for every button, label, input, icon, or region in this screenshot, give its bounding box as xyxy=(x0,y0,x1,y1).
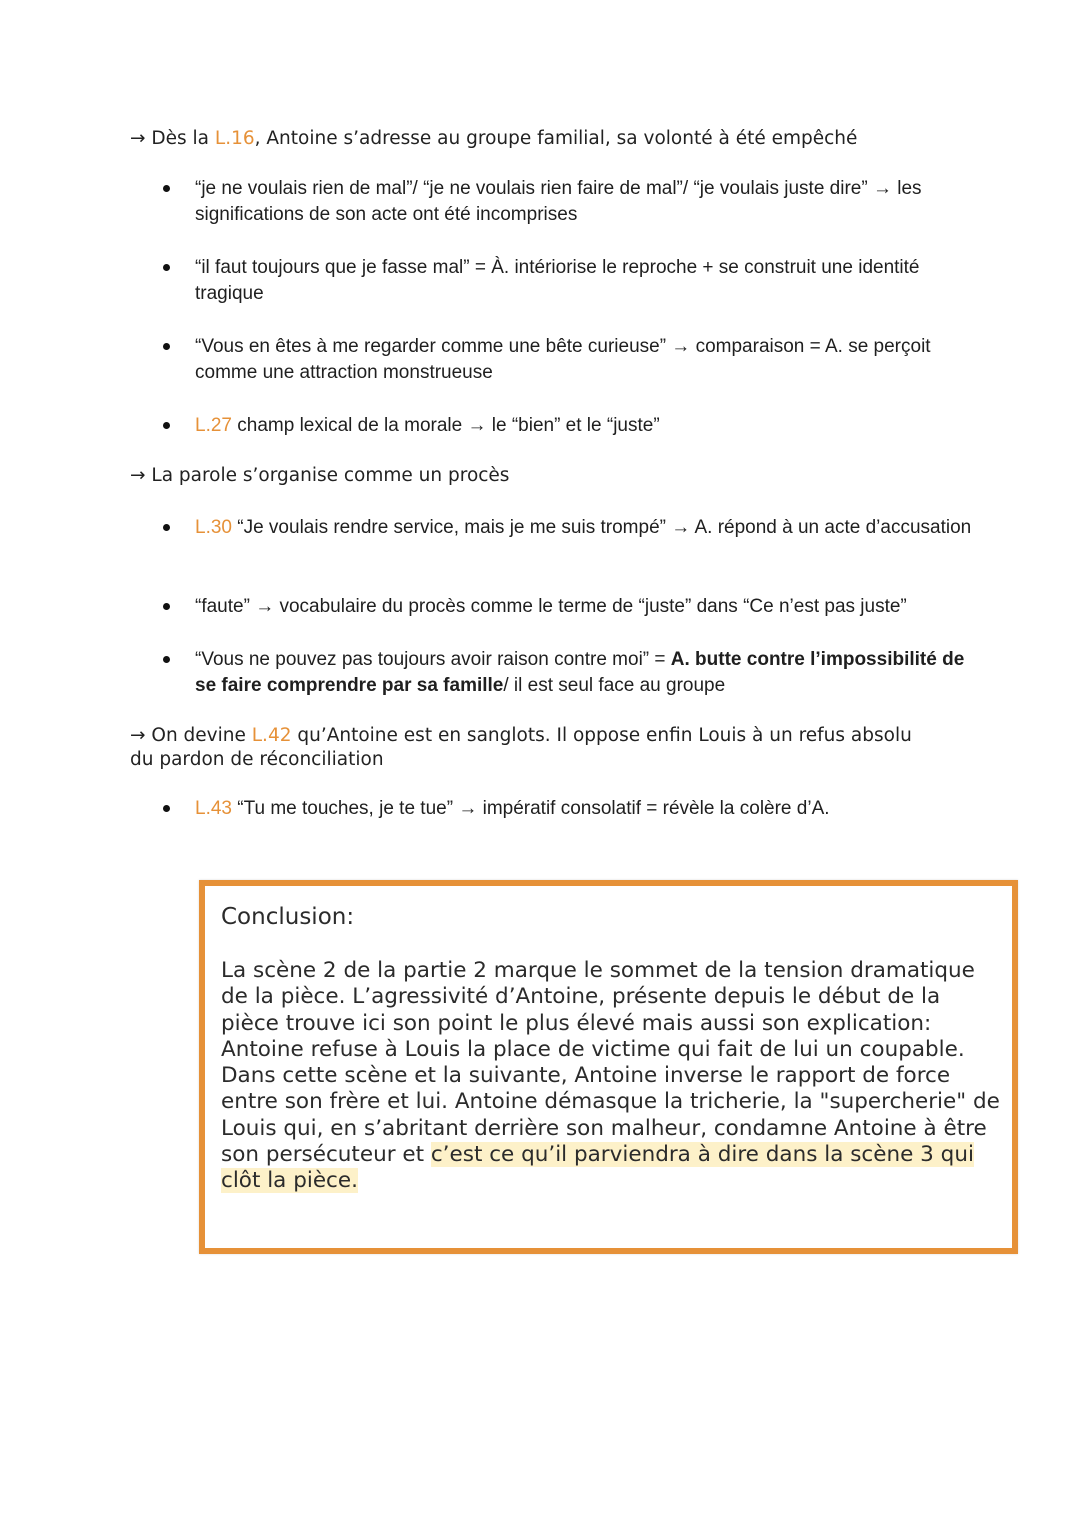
list-item xyxy=(195,594,995,620)
list-item xyxy=(195,176,975,228)
list-item xyxy=(195,796,975,822)
conclusion-title: Conclusion: xyxy=(221,904,355,930)
section1-heading xyxy=(130,127,1010,151)
list-item-text: “Vous en êtes à me regarder comme une bête curieuse” → comparaison = A. se perçoit comme une attraction monstrueuse xyxy=(195,336,931,383)
list-item-text: “Vous ne pouvez pas toujours avoir raison contre moi” = xyxy=(195,649,671,670)
section2-heading: → La parole s’organise comme un procès xyxy=(130,465,510,486)
line-ref: L.42 xyxy=(251,725,292,746)
conclusion-paragraph-2 xyxy=(221,1063,1001,1194)
section3-heading-pre: → On devine xyxy=(130,725,252,746)
section1-heading-pre: → Dès la xyxy=(130,128,215,149)
list-item-text: champ lexical de la morale → le “bien” et le “juste” xyxy=(231,415,660,436)
bullet-icon xyxy=(163,343,170,350)
list-item-text: “Tu me touches, je te tue” → impératif consolatif = révèle la colère d’A. xyxy=(231,798,830,819)
conclusion-paragraph-1: La scène 2 de la partie 2 marque le sommet de la tension dramatique de la pièce. L’agressivité d’Antoine, présente depuis le début de la pièce trouve ici son point le plus élevé mais aussi son explication: Antoine refuse à Louis la place de victime qui fait de lui un coupable. xyxy=(221,958,975,1062)
bullet-icon xyxy=(163,805,170,812)
list-item xyxy=(195,413,975,439)
bullet-icon xyxy=(163,603,170,610)
bullet-icon xyxy=(163,524,170,531)
list-item-text: “il faut toujours que je fasse mal” = À. intériorise le reproche + se construit une identité tragique xyxy=(195,257,920,304)
bullet-icon xyxy=(163,264,170,271)
list-item xyxy=(195,334,975,386)
list-item-text: / il est seul face au groupe xyxy=(503,675,726,696)
line-ref: L.30 xyxy=(195,517,232,538)
section1-heading-post: , Antoine s’adresse au groupe familial, sa volonté à été empêché xyxy=(254,128,858,149)
line-ref: L.16 xyxy=(214,128,255,149)
conclusion-paragraph-2-text: Dans cette scène et la suivante, Antoine inverse le rapport de force entre son frère et lui. Antoine démasque la tricherie, la "supercherie" de Louis qui, en s’abritant derrière son malheur, condamne Antoine à être son persécuteur et xyxy=(221,1063,1000,1168)
conclusion-box xyxy=(199,880,1018,1254)
list-item xyxy=(195,647,975,699)
highlighted-text: c’est ce qu’il parviendra à dire dans la scène 3 qui clôt la pièce. xyxy=(221,1142,974,1194)
line-ref: L.43 xyxy=(195,798,232,819)
bold-emphasis: A. butte contre l’impossibilité de se faire comprendre par sa famille xyxy=(195,649,965,696)
conclusion-body xyxy=(221,958,1001,1195)
line-ref: L.27 xyxy=(195,415,232,436)
section3-heading xyxy=(130,724,930,772)
list-item xyxy=(195,515,975,541)
list-item-text: “je ne voulais rien de mal”/ “je ne voulais rien faire de mal”/ “je voulais juste dire” → les significations de son acte ont été incomprises xyxy=(195,178,922,225)
bullet-icon xyxy=(163,422,170,429)
list-item-text: “faute” → vocabulaire du procès comme le terme de “juste” dans “Ce n’est pas juste” xyxy=(195,596,907,617)
bullet-icon xyxy=(163,185,170,192)
list-item xyxy=(195,255,975,307)
bullet-icon xyxy=(163,656,170,663)
list-item-text: “Je voulais rendre service, mais je me suis trompé” → A. répond à un acte d’accusation xyxy=(231,517,972,538)
section3-heading-post: qu’Antoine est en sanglots. Il oppose enfin Louis à un refus absolu du pardon de réconciliation xyxy=(130,725,912,770)
